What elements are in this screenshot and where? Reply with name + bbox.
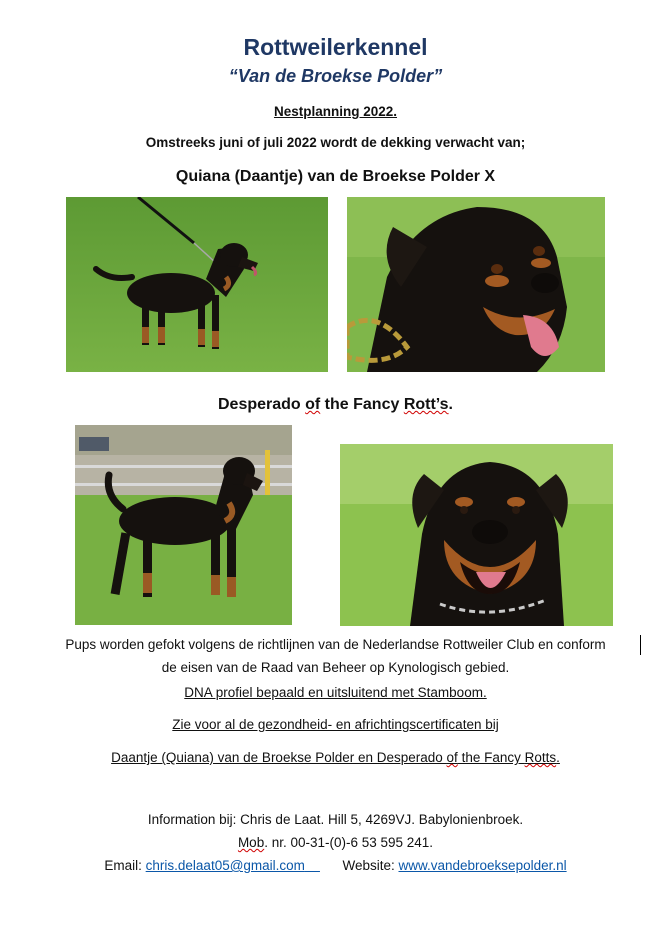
planning-intro: Omstreeks juni of juli 2022 wordt de dekking verwacht van; (145, 135, 526, 150)
text-cursor (640, 635, 641, 655)
body-line-5-part: . (556, 750, 560, 765)
body-line-1: Pups worden gefokt volgens de richtlijnen van de Nederlandse Rottweiler Club en conform (65, 637, 606, 652)
male-name-part: Rott’s (403, 396, 449, 413)
body-line-5-part: Rotts (524, 750, 557, 765)
male-name-part: . (448, 396, 453, 413)
email-link[interactable]: chris.delaat05@gmail.com (145, 858, 305, 873)
body-line-4: Zie voor al de gezondheid- en africhtingscertificaten bij (172, 717, 499, 732)
female-standing-photo (66, 197, 328, 372)
contact-mobile (0, 835, 671, 850)
body-line-5-part: Daantje (Quiana) van de Broekse Polder en Desperado (111, 750, 447, 765)
male-name-part: of (305, 396, 321, 413)
email-label: Email: (104, 858, 146, 873)
body-line-5 (0, 750, 671, 765)
kennel-title: Rottweilerkennel (243, 34, 428, 60)
kennel-subtitle: “Van de Broekse Polder” (228, 66, 443, 86)
website-link[interactable]: www.vandebroeksepolder.nl (398, 858, 567, 873)
male-name-part: the Fancy (320, 396, 404, 413)
planning-heading: Nestplanning 2022. (273, 104, 398, 119)
mob-number: . nr. 00-31-(0)-6 53 595 241. (264, 835, 434, 850)
body-line-5-part: of (446, 750, 458, 765)
female-head-photo (347, 197, 605, 372)
male-head-photo (340, 444, 613, 626)
female-name: Quiana (Daantje) van de Broekse Polder X (175, 168, 496, 185)
website-label: Website: (342, 858, 399, 873)
contact-links (0, 858, 671, 873)
male-standing-photo (75, 425, 292, 625)
body-line-5-part: the Fancy (457, 750, 525, 765)
body-line-2: de eisen van de Raad van Beheer op Kynologisch gebied. (161, 660, 510, 675)
contact-info: Information bij: Chris de Laat. Hill 5, 4269VJ. Babylonienbroek. (147, 812, 524, 827)
male-name (0, 396, 671, 414)
body-line-3: DNA profiel bepaald en uitsluitend met Stamboom. (184, 685, 487, 700)
mob-label: Mob (237, 835, 265, 850)
male-name-part: Desperado (217, 396, 306, 413)
